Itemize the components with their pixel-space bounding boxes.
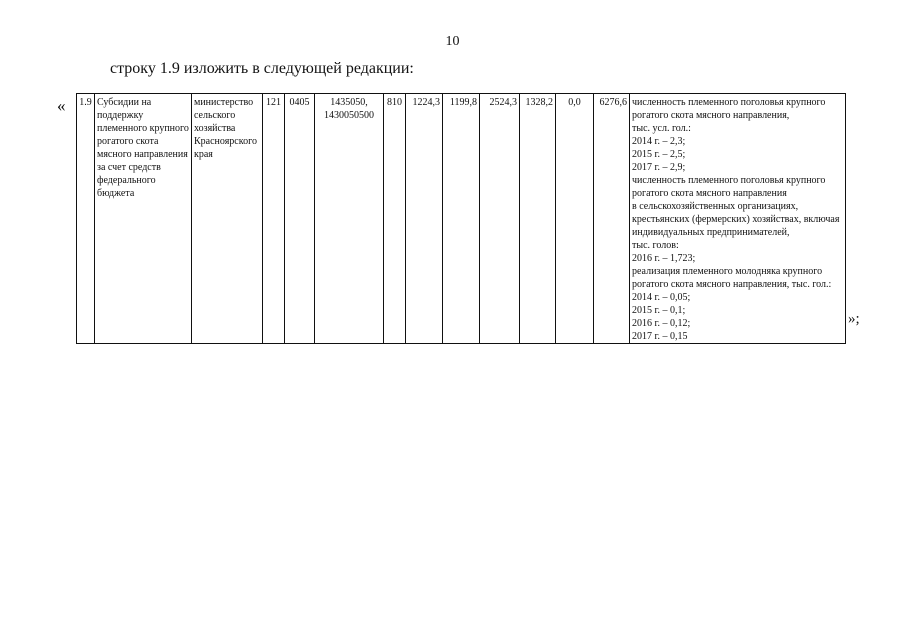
indicator-line: 2014 г. – 0,05;	[632, 292, 691, 303]
csr-code: 1435050, 1430050500	[315, 94, 384, 344]
value-2018: 0,0	[556, 94, 594, 344]
opening-quote: «	[57, 96, 66, 115]
indicator-line: численность племенного поголовья крупного рогатого скота мясного направления,	[632, 97, 826, 121]
indicator-line: 2015 г. – 0,1;	[632, 305, 686, 316]
indicator-line: 2015 г. – 2,5;	[632, 149, 686, 160]
table-row	[77, 94, 846, 344]
indicator-line: реализация племенного молодняка крупного рогатого скота мясного направления, тыс. гол.:	[632, 266, 832, 290]
value-2015: 1199,8	[443, 94, 480, 344]
activity-name: Субсидии на поддержку племенного крупного рогатого скота мясного направления за счет средств федерального бюджета	[95, 94, 192, 344]
indicator-line: 2017 г. – 2,9;	[632, 162, 686, 173]
administrator: министерство сельского хозяйства Красноярского края	[192, 94, 263, 344]
indicator-line: численность племенного поголовья крупного рогатого скота мясного направления	[632, 175, 826, 199]
indicator-line: 2016 г. – 0,12;	[632, 318, 691, 329]
indicator-line: 2016 г. – 1,723;	[632, 253, 696, 264]
indicator-line: 2014 г. – 2,3;	[632, 136, 686, 147]
total-value: 6276,6	[594, 94, 630, 344]
value-2014: 1224,3	[406, 94, 443, 344]
grbs-code: 121	[263, 94, 285, 344]
program-table	[76, 93, 846, 344]
value-2016: 2524,3	[480, 94, 520, 344]
indicator-line: в сельскохозяйственных организациях, крестьянских (фермерских) хозяйствах, включая индивидуальных предпринимателей,	[632, 201, 840, 238]
vr-code: 810	[384, 94, 406, 344]
intro-text: строку 1.9 изложить в следующей редакции:	[110, 60, 414, 77]
value-2017: 1328,2	[520, 94, 556, 344]
indicator-line: 2017 г. – 0,15	[632, 331, 688, 342]
row-number: 1.9	[77, 94, 95, 344]
indicator-line: тыс. усл. гол.:	[632, 123, 691, 134]
indicator-line: тыс. голов:	[632, 240, 679, 251]
page-number: 10	[445, 34, 460, 49]
indicators-cell	[630, 94, 846, 344]
closing-quote: »;	[848, 311, 860, 327]
rzpr-code: 0405	[285, 94, 315, 344]
